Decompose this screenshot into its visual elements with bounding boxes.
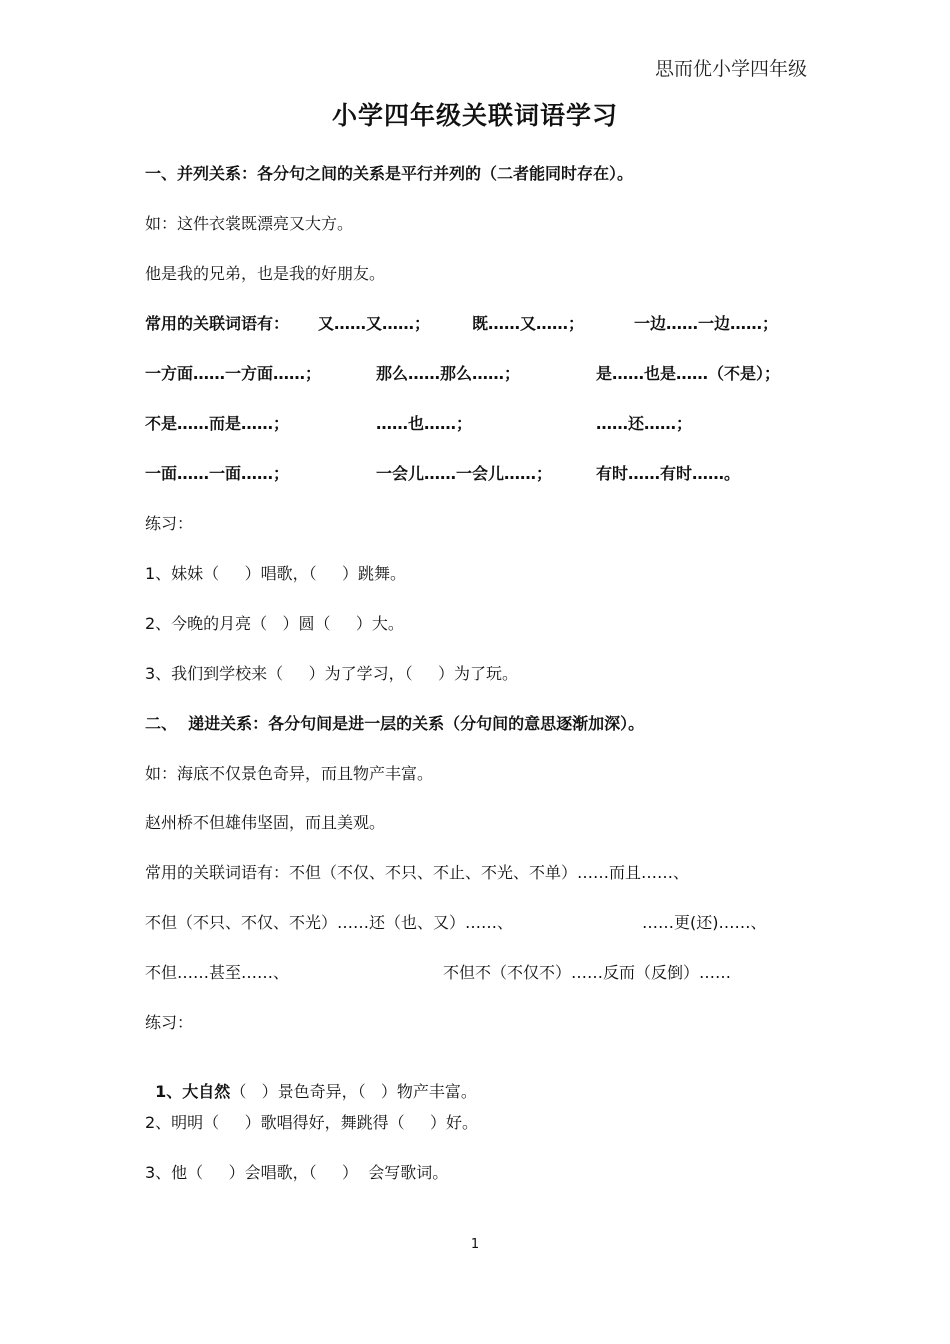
practice-item: 3、我们到学校来（ ）为了学习，（ ）为了玩。: [145, 664, 519, 683]
page-number: 1: [470, 1237, 480, 1252]
section2-practice-label: 练习：: [145, 1013, 194, 1032]
practice-item: 1、妹妹（ ）唱歌，（ ）跳舞。: [145, 564, 407, 583]
word-pair: 又……又……；: [318, 314, 431, 333]
section1-common-label: 常用的关联词语有：: [145, 314, 290, 333]
section2-common-line-2a: 不但（不只、不仅、不光）……还（也、又）……、: [145, 913, 514, 932]
word-pair: 一边……一边……；: [634, 314, 779, 333]
practice-item: 2、明明（ ）歌唱得好，舞跳得（ ）好。: [145, 1113, 479, 1132]
practice-item-rest: （ ）景色奇异，（ ）物产丰富。: [230, 1082, 477, 1101]
practice-item: [145, 1060, 477, 1102]
section2-example-1: 如：海底不仅景色奇异，而且物产丰富。: [145, 764, 434, 783]
practice-item: 2、今晚的月亮（ ）圆（ ）大。: [145, 614, 404, 633]
section1-heading: 一、并列关系：各分句之间的关系是平行并列的（二者能同时存在）。: [145, 164, 634, 183]
section2-common-line-3b: 不但不（不仅不）……反而（反倒）……: [443, 963, 732, 982]
page-title: 小学四年级关联词语学习: [331, 101, 618, 130]
word-pair: 有时……有时……。: [596, 464, 741, 483]
word-pair: 一会儿……一会儿……；: [376, 464, 553, 483]
word-pair: ……还……；: [596, 414, 693, 433]
section1-example-1: 如：这件衣裳既漂亮又大方。: [145, 214, 354, 233]
practice-item: 3、他（ ）会唱歌，（ ） 会写歌词。: [145, 1163, 449, 1182]
word-pair: 不是……而是……；: [145, 414, 290, 433]
section2-example-2: 赵州桥不但雄伟坚固，而且美观。: [145, 813, 386, 832]
word-pair: 一面……一面……；: [145, 464, 290, 483]
section1-example-2: 他是我的兄弟，也是我的好朋友。: [145, 264, 386, 283]
word-pair: 既……又……；: [472, 314, 585, 333]
word-pair: ……也……；: [376, 414, 473, 433]
section2-common-line-2b: ……更(还)……、: [642, 913, 767, 932]
word-pair: 那么……那么……；: [376, 364, 521, 383]
section2-common-line-3a: 不但……甚至……、: [145, 963, 290, 982]
practice-item-bold-part: 1、大自然: [155, 1082, 231, 1101]
section2-heading: 二、 递进关系：各分句间是进一层的关系（分句间的意思逐渐加深）。: [145, 714, 645, 733]
section2-common-line-1: 常用的关联词语有：不但（不仅、不只、不止、不光、不单）……而且……、: [145, 863, 690, 882]
page-header: 思而优小学四年级: [654, 58, 807, 80]
word-pair: 是……也是……（不是）；: [596, 364, 781, 383]
word-pair: 一方面……一方面……；: [145, 364, 322, 383]
section1-practice-label: 练习：: [145, 514, 194, 533]
